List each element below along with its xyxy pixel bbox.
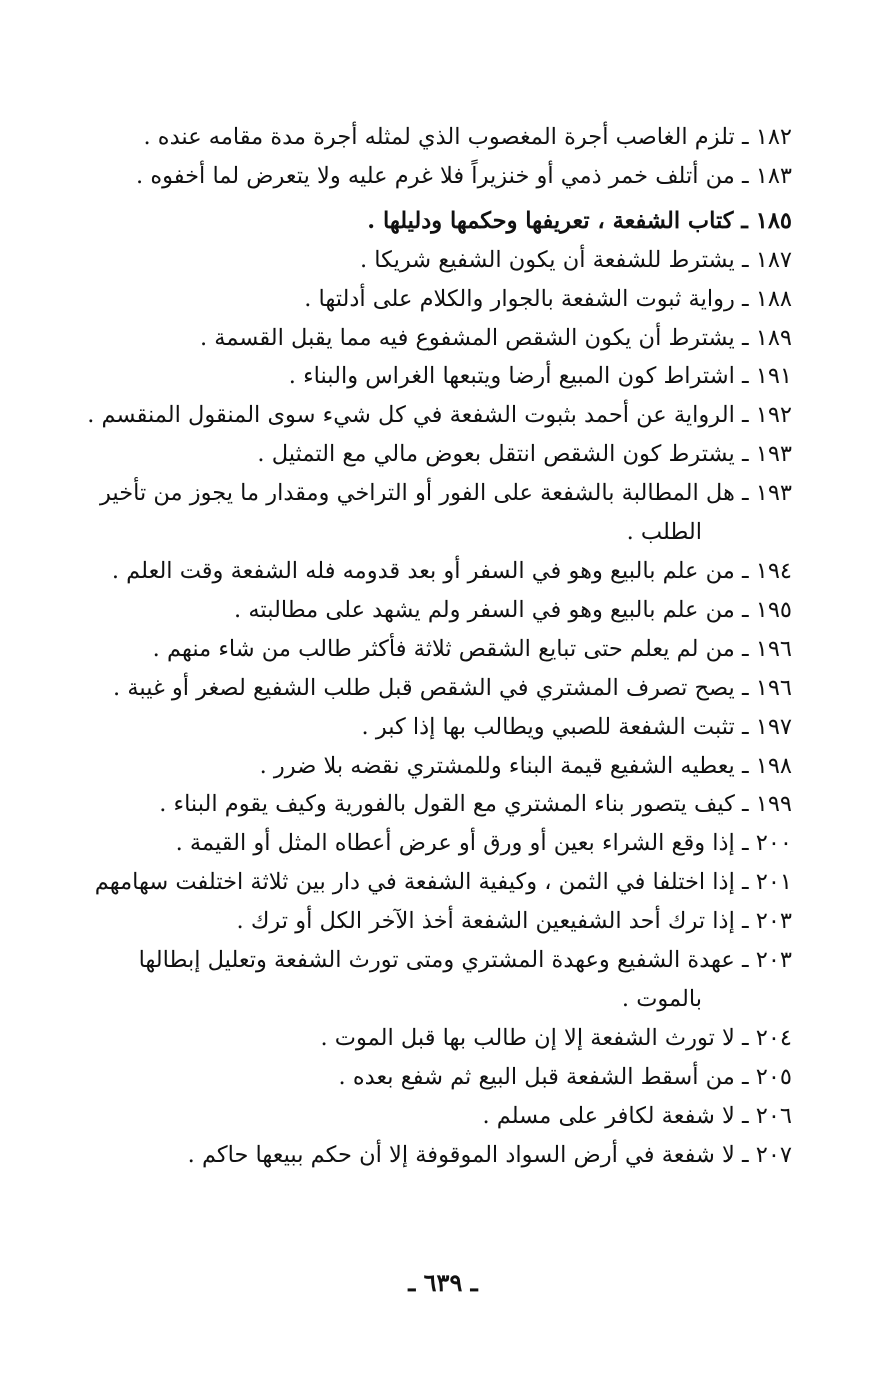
index-entry-203a: ٢٠٣ ـ إذا ترك أحد الشفيعين الشفعة أخذ الآخر الكل أو ترك . [236,908,792,935]
index-entry-207: ٢٠٧ ـ لا شفعة في أرض السواد الموقوفة إلا أن حكم ببيعها حاكم . [187,1141,792,1168]
index-entry-198: ١٩٨ ـ يعطيه الشفيع قيمة البناء وللمشتري نقضه بلا ضرر . [259,752,792,779]
index-entry-185-heading: ١٨٥ ـ كتاب الشفعة ، تعريفها وحكمها ودليلها . [367,207,792,234]
index-entry-196a: ١٩٦ ـ من لم يعلم حتى تبايع الشقص ثلاثة فأكثر طالب من شاء منهم . [152,635,792,662]
index-entry-204: ٢٠٤ ـ لا تورث الشفعة إلا إن طالب بها قبل الموت . [320,1024,792,1051]
index-entry-203b: ٢٠٣ ـ عهدة الشفيع وعهدة المشتري ومتى تورث الشفعة وتعليل إبطالها بالموت . [100,941,792,1019]
index-entry-205: ٢٠٥ ـ من أسقط الشفعة قبل البيع ثم شفع بعده . [338,1063,792,1090]
index-entry-193a: ١٩٣ ـ يشترط كون الشقص انتقل بعوض مالي مع التمثيل . [257,441,792,468]
index-entry-182: ١٨٢ ـ تلزم الغاصب أجرة المغصوب الذي لمثله أجرة مدة مقامه عنده . [143,124,792,150]
entry-continuation: الطلب . [626,519,702,546]
index-entry-199: ١٩٩ ـ كيف يتصور بناء المشتري مع القول بالفورية وكيف يقوم البناء . [159,791,792,818]
index-entry-201: ٢٠١ ـ إذا اختلفا في الثمن ، وكيفية الشفعة في دار بين ثلاثة اختلفت سهامهم [94,869,792,896]
index-entry-200: ٢٠٠ ـ إذا وقع الشراء بعين أو ورق أو عرض أعطاه المثل أو القيمة . [175,830,792,857]
index-entry-194: ١٩٤ ـ من علم بالبيع وهو في السفر أو بعد قدومه فله الشفعة وقت العلم . [111,557,792,584]
index-entry-183: ١٨٣ ـ من أتلف خمر ذمي أو خنزيراً فلا غرم عليه ولا يتعرض لما أخفوه . [136,162,792,189]
index-entry-197: ١٩٧ ـ تثبت الشفعة للصبي ويطالب بها إذا كبر . [361,713,792,740]
entry-continuation: بالموت . [621,985,702,1012]
index-entry-191: ١٩١ ـ اشتراط كون المبيع أرضا ويتبعها الغراس والبناء . [288,363,792,390]
index-entry-187: ١٨٧ ـ يشترط للشفعة أن يكون الشفيع شريكا . [359,246,792,273]
index-entry-193b: ١٩٣ ـ هل المطالبة بالشفعة على الفور أو التراخي ومقدار ما يجوز من تأخير الطلب . [100,474,792,552]
page-number: ـ ٦٣٩ ـ [408,1268,478,1297]
index-entry-195: ١٩٥ ـ من علم بالبيع وهو في السفر ولم يشهد على مطالبته . [234,596,792,623]
index-entries [87,118,792,1174]
index-entry-189: ١٨٩ ـ يشترط أن يكون الشقص المشفوع فيه مما يقبل القسمة . [199,324,792,351]
index-entry-192: ١٩٢ ـ الرواية عن أحمد بثبوت الشفعة في كل شيء سوى المنقول المنقسم . [87,402,792,429]
index-entry-206: ٢٠٦ ـ لا شفعة لكافر على مسلم . [482,1102,792,1129]
index-entry-188: ١٨٨ ـ رواية ثبوت الشفعة بالجوار والكلام على أدلتها . [304,285,792,312]
index-entry-196b: ١٩٦ ـ يصح تصرف المشتري في الشقص قبل طلب الشفيع لصغر أو غيبة . [113,674,792,701]
